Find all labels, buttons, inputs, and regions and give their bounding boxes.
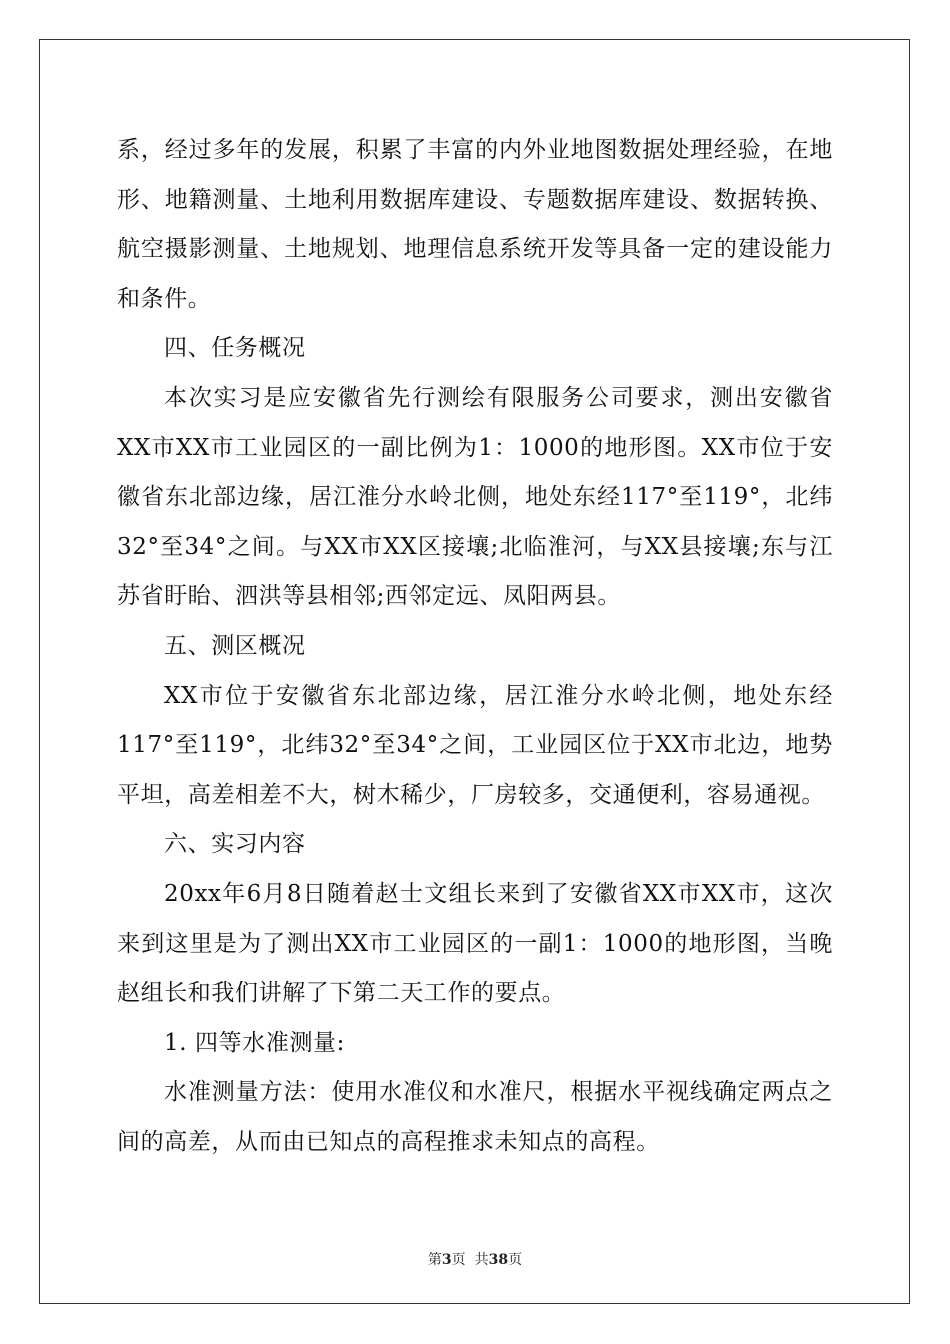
paragraph-continuation: 系，经过多年的发展，积累了丰富的内外业地图数据处理经验，在地形、地籍测量、土地利用数据库建设、专题数据库建设、数据转换、航空摄影测量、土地规划、地理信息系统开发等具备一定的建设能力和条件。 [117,137,833,312]
section-heading-survey-area: 五、测区概况 [164,632,306,659]
section-heading-internship-content: 六、实习内容 [164,831,306,858]
document-body [117,126,833,1167]
footer-page-number: 3 [441,1252,452,1268]
paragraph-leveling-method: 水准测量方法：使用水准仪和水准尺，根据水平视线确定两点之间的高差，从而由已知点的高程推求未知点的高程。 [117,1079,833,1155]
footer-prefix: 第 [427,1252,442,1268]
paragraph-survey-area: XX市位于安徽省东北部边缘，居江淮分水岭北侧，地处东经117°至119°，北纬32°至34°之间，工业园区位于XX市北边，地势平坦，高差相差不大，树木稀少，厂房较多，交通便利，容易通视。 [117,682,833,808]
paragraph-internship-content: 20xx年6月8日随着赵士文组长来到了安徽省XX市XX市，这次来到这里是为了测出XX市工业园区的一副1：1000的地形图，当晚赵组长和我们讲解了下第二天工作的要点。 [117,880,833,1007]
page-footer [0,1249,950,1269]
footer-total-pages: 38 [488,1252,509,1268]
section-heading-task-overview: 四、任务概况 [164,335,306,362]
paragraph-task-overview: 本次实习是应安徽省先行测绘有限服务公司要求，测出安徽省XX市XX市工业园区的一副比例为1：1000的地形图。XX市位于安徽省东北部边缘，居江淮分水岭北侧，地处东经117°至119°，北纬32°至34°之间。与XX市XX区接壤;北临淮河，与XX县接壤;东与江苏省盱眙、泗洪等县相邻;西邻定远、凤阳两县。 [117,384,833,610]
footer-suffix: 页 [508,1252,523,1268]
subheading-leveling: 1. 四等水准测量: [164,1029,346,1056]
footer-mid: 页 共 [451,1252,489,1268]
